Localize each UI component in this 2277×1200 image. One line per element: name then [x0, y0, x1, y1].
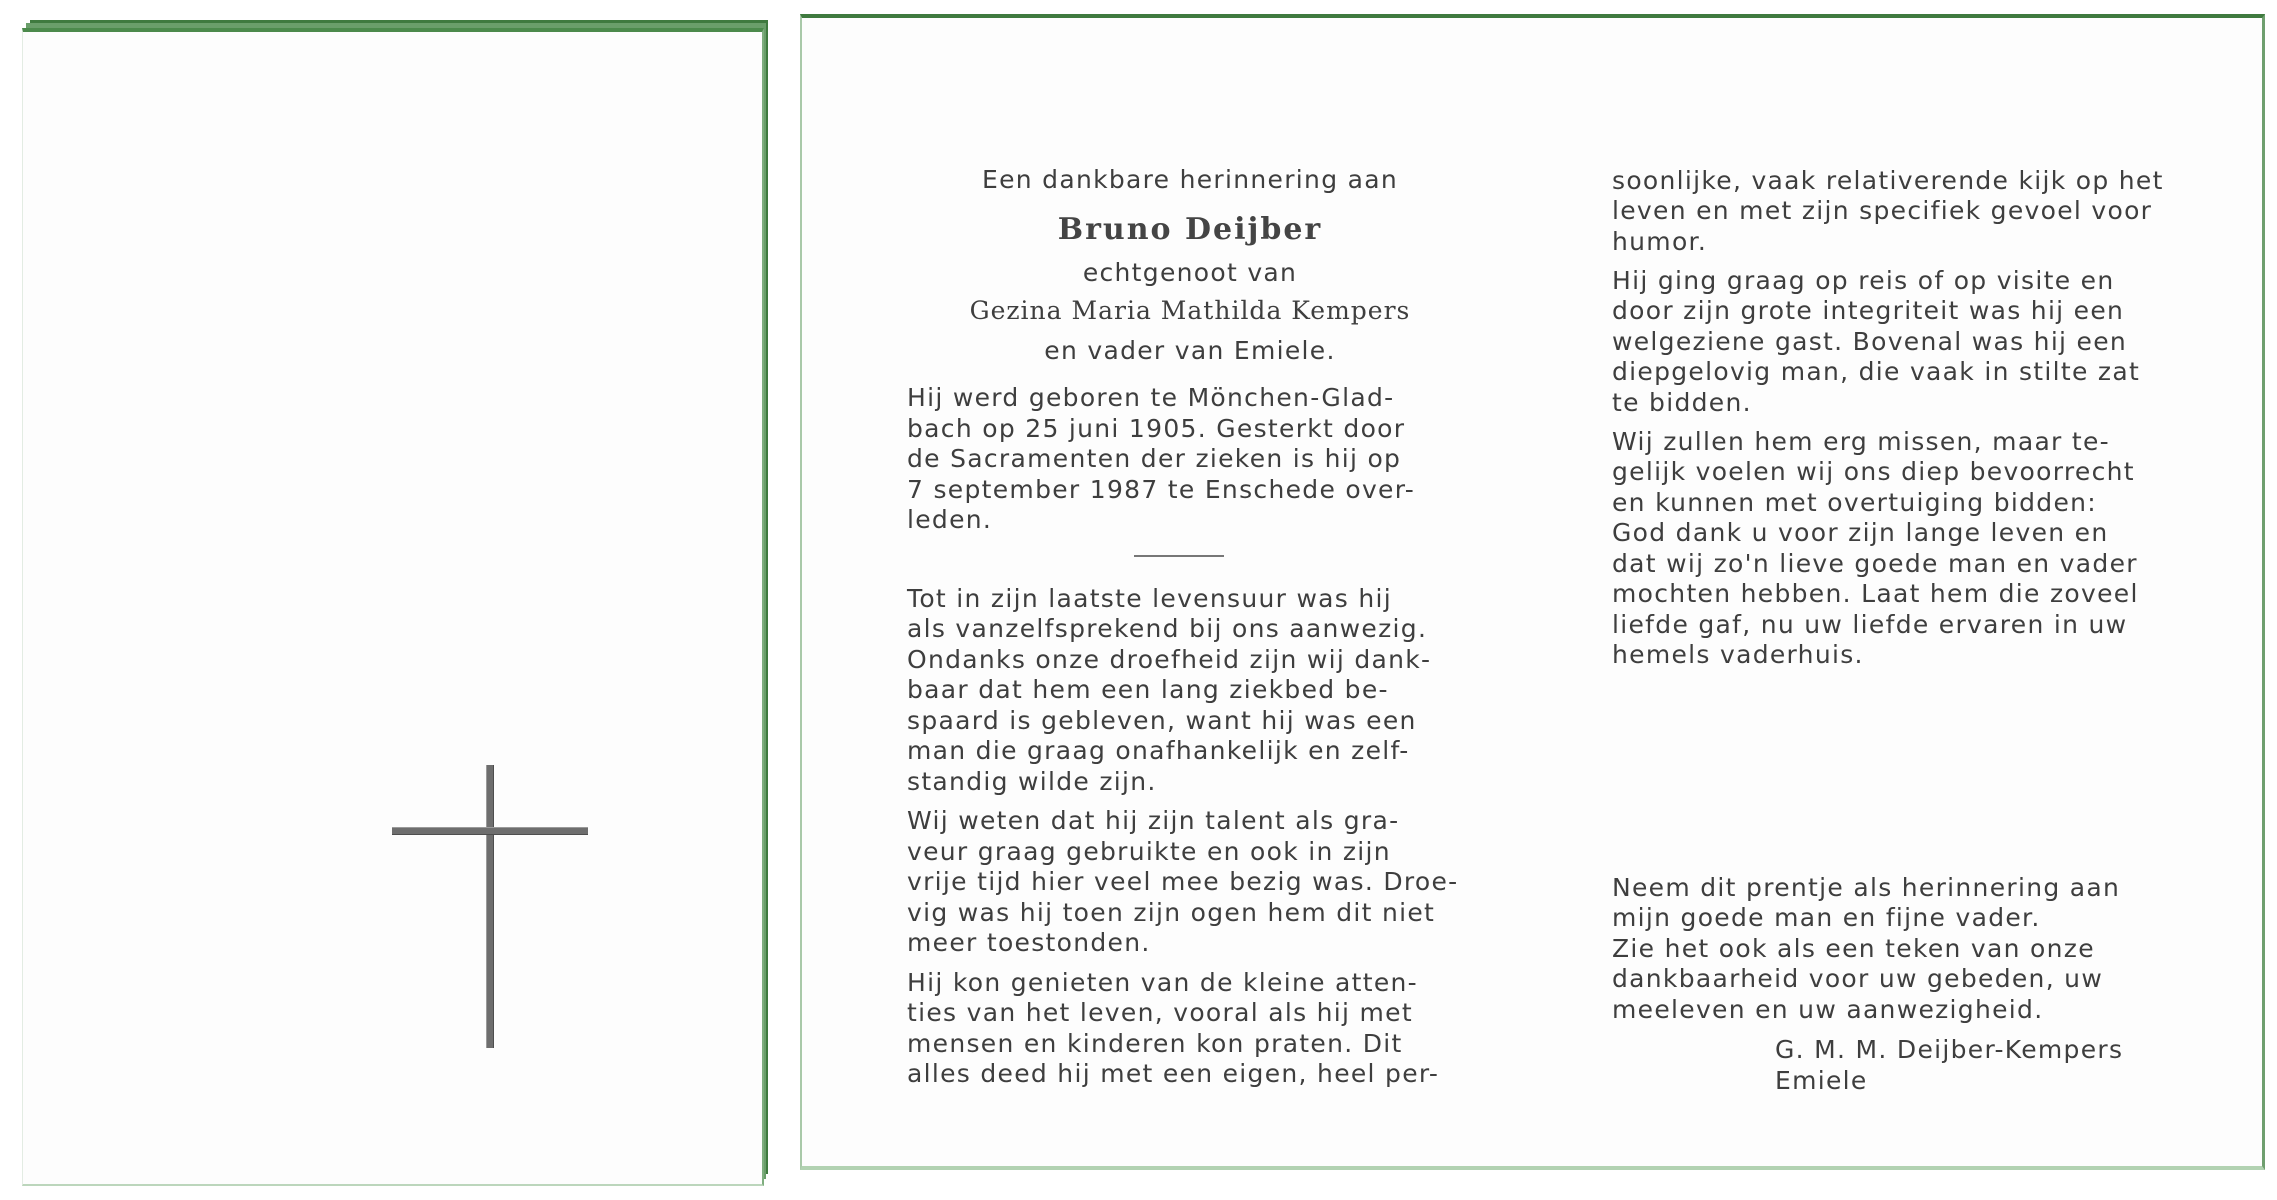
text-line: spaard is gebleven, want hij was een [907, 706, 1417, 735]
text-line: mochten hebben. Laat hem die zoveel [1612, 579, 2139, 608]
text-line: Hij kon genieten van de kleine atten- [907, 968, 1419, 997]
text-line: Zie het ook als een teken van onze [1612, 934, 2095, 963]
text-line: meeleven en uw aanwezigheid. [1612, 995, 2044, 1024]
text-line: vig was hij toen zijn ogen hem dit niet [907, 898, 1436, 927]
text-line: diepgelovig man, die vaak in stilte zat [1612, 357, 2141, 386]
text-line: standig wilde zijn. [907, 767, 1157, 796]
text-line: Ondanks onze droefheid zijn wij dank- [907, 645, 1432, 674]
text-line: Wij weten dat hij zijn talent als gra- [907, 806, 1400, 835]
text-line: door zijn grote integriteit was hij een [1612, 296, 2125, 325]
text-line: dankbaarheid voor uw gebeden, uw [1612, 964, 2104, 993]
signature-line: Emiele [1775, 1066, 1868, 1095]
text-line: gelijk voelen wij ons diep bevoorrecht [1612, 457, 2135, 486]
spouse-of-label: echtgenoot van [1082, 258, 1298, 287]
text-line: God dank u voor zijn lange leven en [1612, 518, 2109, 547]
text-line: veur graag gebruikte en ook in zijn [907, 837, 1391, 866]
text-line: leven en met zijn specifiek gevoel voor [1612, 196, 2153, 225]
cross-vertical-bar [486, 765, 494, 1048]
spouse-name: Gezina Maria Mathilda Kempers [969, 296, 1411, 325]
text-line: te bidden. [1612, 388, 1752, 417]
text-line: hemels vaderhuis. [1612, 640, 1864, 669]
text-line: Hij werd geboren te Mönchen-Glad- [907, 383, 1395, 412]
text-line: welgeziene gast. Bovenal was hij een [1612, 327, 2128, 356]
text-line: als vanzelfsprekend bij ons aanwezig. [907, 614, 1428, 643]
text-line: ties van het leven, vooral als hij met [907, 998, 1413, 1027]
text-line: liefde gaf, nu uw liefde ervaren in uw [1612, 610, 2128, 639]
text-line: en kunnen met overtuiging bidden: [1612, 488, 2097, 517]
father-of-label: en vader van Emiele. [1044, 336, 1336, 365]
text-line: Hij ging graag op reis of op visite en [1612, 266, 2115, 295]
text-line: mensen en kinderen kon praten. Dit [907, 1029, 1403, 1058]
text-line: vrije tijd hier veel mee bezig was. Droe- [907, 867, 1459, 896]
signature-line: G. M. M. Deijber-Kempers [1775, 1035, 2124, 1064]
text-line: Wij zullen hem erg missen, maar te- [1612, 427, 2110, 456]
memorial-card-front [22, 28, 764, 1186]
text-line: humor. [1612, 227, 1708, 256]
text-line: Tot in zijn laatste levensuur was hij [907, 584, 1393, 613]
text-line: alles deed hij met een eigen, heel per- [907, 1059, 1440, 1088]
cross-horizontal-bar [392, 827, 588, 835]
intro-heading: Een dankbare herinnering aan [981, 165, 1398, 194]
text-line: Neem dit prentje als herinnering aan [1612, 873, 2121, 902]
text-line: mijn goede man en fijne vader. [1612, 903, 2041, 932]
text-line: bach op 25 juni 1905. Gesterkt door [907, 414, 1406, 443]
text-line: 7 september 1987 te Enschede over- [907, 475, 1416, 504]
deceased-name: Bruno Deijber [1057, 212, 1323, 247]
text-line: baar dat hem een lang ziekbed be- [907, 675, 1389, 704]
text-line: man die graag onafhankelijk en zelf- [907, 736, 1410, 765]
text-line: soonlijke, vaak relativerende kijk op het [1612, 166, 2164, 195]
text-line: de Sacramenten der zieken is hij op [907, 444, 1402, 473]
text-line: meer toestonden. [907, 928, 1151, 957]
section-divider [1134, 555, 1224, 557]
text-line: dat wij zo'n lieve goede man en vader [1612, 549, 2138, 578]
text-line: leden. [907, 505, 993, 534]
